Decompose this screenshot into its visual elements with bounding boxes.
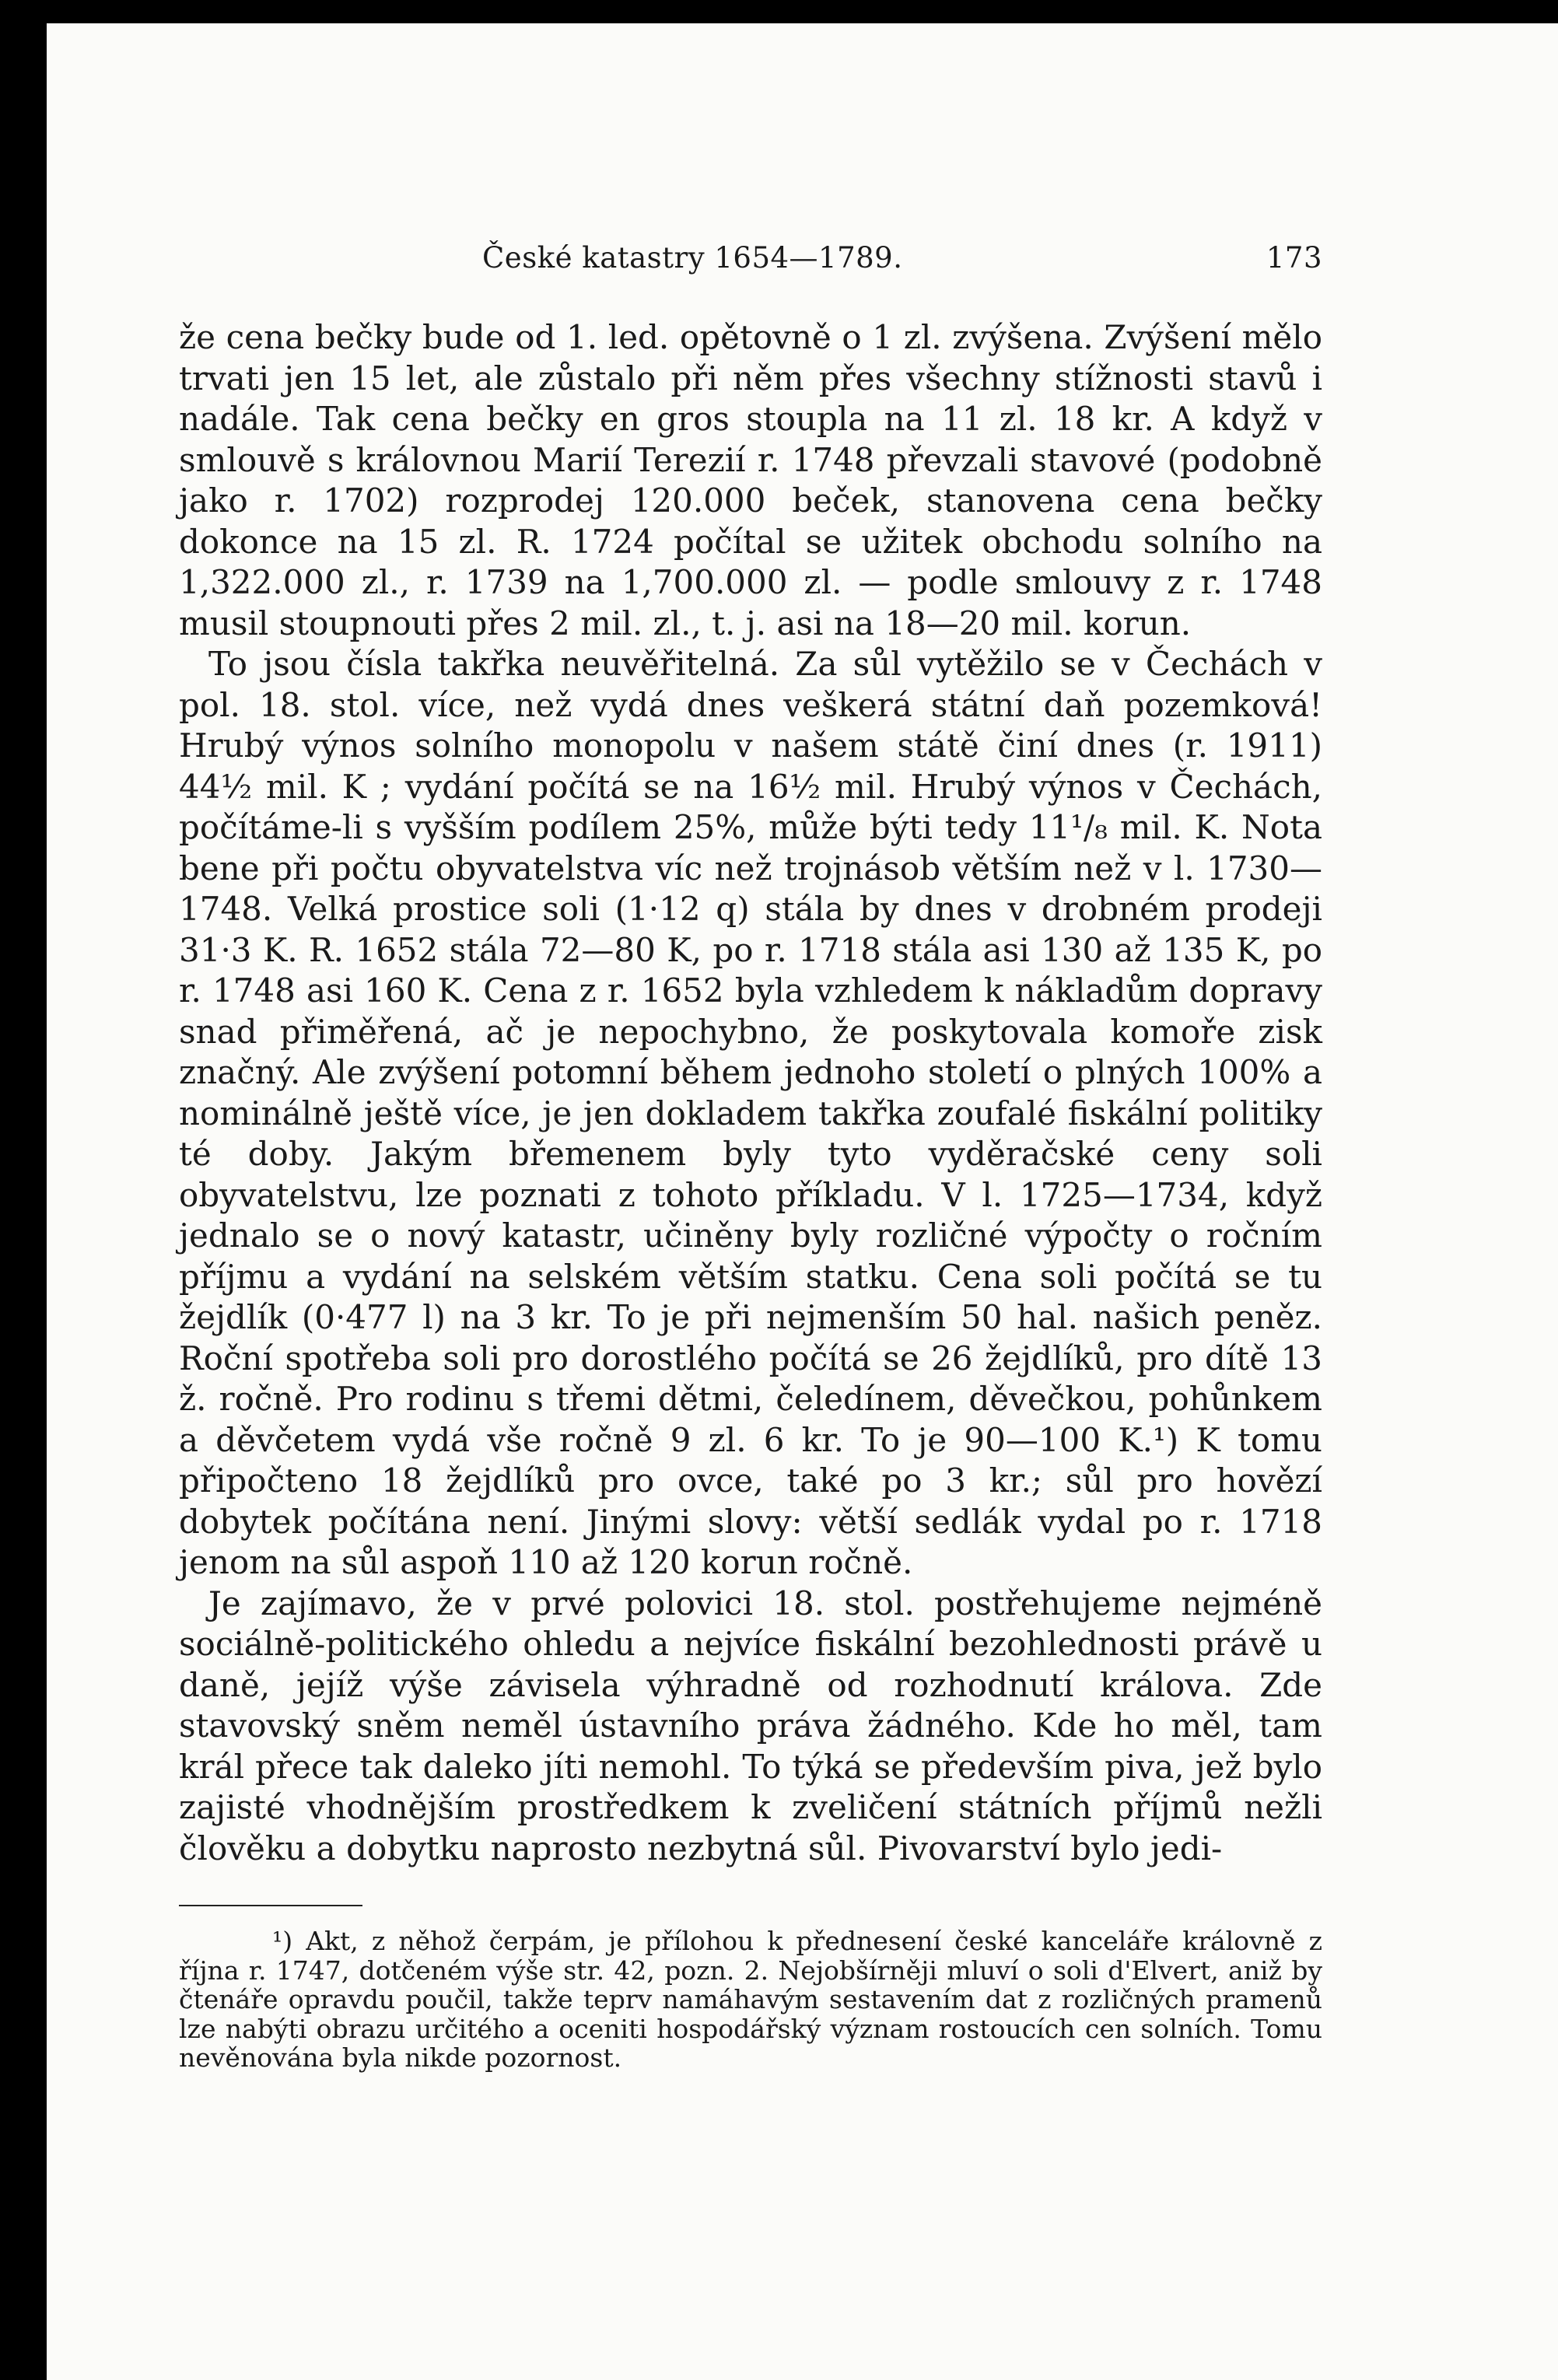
footnote-1: ¹) Akt, z něhož čerpám, je přílohou k přednesení české kanceláře královně z října r. 1747, dotčeném výše str. 42, pozn. 2. Nejobšírněji mluví o soli d'Elvert, aniž by čtenáře opravdu poučil, takže teprv namáhavým sestavením dat z rozličných pramenů lze nabýti obrazu určitého a oceniti hospodářský význam rostoucích cen solních. Tomu nevěnována byla nikde pozornost. xyxy=(179,1926,1322,2073)
book-page xyxy=(47,23,1558,2380)
running-head xyxy=(179,241,1322,288)
page-content xyxy=(179,241,1322,2073)
body-text xyxy=(179,317,1322,1869)
footnotes xyxy=(179,1927,1322,2073)
scan-border-top xyxy=(0,0,1558,23)
running-title: České katastry 1654—1789. xyxy=(482,241,903,275)
paragraph-1: že cena bečky bude od 1. led. opětovně o 1 zl. zvýšena. Zvýšení mělo trvati jen 15 let, ale zůstalo při něm přes všechny stížnosti stavů i nadále. Tak cena bečky en gros stoupla na 11 zl. 18 kr. A když v smlouvě s královnou Marií Terezií r. 1748 převzali stavové (podobně jako r. 1702) rozprodej 120.000 beček, stanovena cena bečky dokonce na 15 zl. R. 1724 počítal se užitek obchodu solního na 1,322.000 zl., r. 1739 na 1,700.000 zl. — podle smlouvy z r. 1748 musil stoupnouti přes 2 mil. zl., t. j. asi na 18—20 mil. korun. xyxy=(179,318,1322,642)
scan-border-left xyxy=(0,0,47,2380)
paragraph-2: To jsou čísla takřka neuvěřitelná. Za sůl vytěžilo se v Čechách v pol. 18. stol. více, než vydá dnes veškerá státní daň pozemková! Hrubý výnos solního monopolu v našem státě činí dnes (r. 1911) 44½ mil. K ; vydání počítá se na 16½ mil. Hrubý výnos v Čechách, počítáme-li s vyšším podílem 25%, může býti tedy 11¹/₈ mil. K. Nota bene při počtu obyvatelstva víc než trojnásob větším než v l. 1730—1748. Velká prostice soli (1·12 q) stála by dnes v drobném prodeji 31·3 K. R. 1652 stála 72—80 K, po r. 1718 stála asi 130 až 135 K, po r. 1748 asi 160 K. Cena z r. 1652 byla vzhledem k nákladům dopravy snad přiměřená, ač je nepochybno, že poskytovala komoře zisk značný. Ale zvýšení potomní během jednoho století o plných 100% a nominálně ještě více, je jen dokladem takřka zoufalé fiskální politiky té doby. Jakým břemenem byly tyto vyděračské ceny soli obyvatelstvu, lze poznati z tohoto příkladu. V l. 1725—1734, když jednalo se o nový katastr, učiněny byly rozličné výpočty o ročním příjmu a vydání na selském větším statku. Cena soli počítá se tu žejdlík (0·477 l) na 3 kr. To je při nejmenším 50 hal. našich peněz. Roční spotřeba soli pro dorostlého počítá se 26 žejdlíků, pro dítě 13 ž. ročně. Pro rodinu s třemi dětmi, čeledínem, děvečkou, pohůnkem a děvčetem vydá vše ročně 9 zl. 6 kr. To je 90—100 K.¹) K tomu připočteno 18 žejdlíků pro ovce, také po 3 kr.; sůl pro hovězí dobytek počítána není. Jinými slovy: větší sedlák vydal po r. 1718 jenom na sůl aspoň 110 až 120 korun ročně. xyxy=(179,645,1322,1581)
paragraph-3: Je zajímavo, že v prvé polovici 18. stol. postřehujeme nejméně sociálně-politického ohledu a nejvíce fiskální bezohlednosti právě u daně, jejíž výše závisela výhradně od rozhodnutí králova. Zde stavovský sněm neměl ústavního práva žádného. Kde ho měl, tam král přece tak daleko jíti nemohl. To týká se především piva, jež bylo zajisté vhodnějším prostředkem k zveličení státních příjmů nežli člověku a dobytku naprosto nezbytná sůl. Pivovarství bylo jedi- xyxy=(179,1584,1322,1867)
page-number: 173 xyxy=(1266,241,1322,275)
footnote-divider xyxy=(179,1905,362,1906)
